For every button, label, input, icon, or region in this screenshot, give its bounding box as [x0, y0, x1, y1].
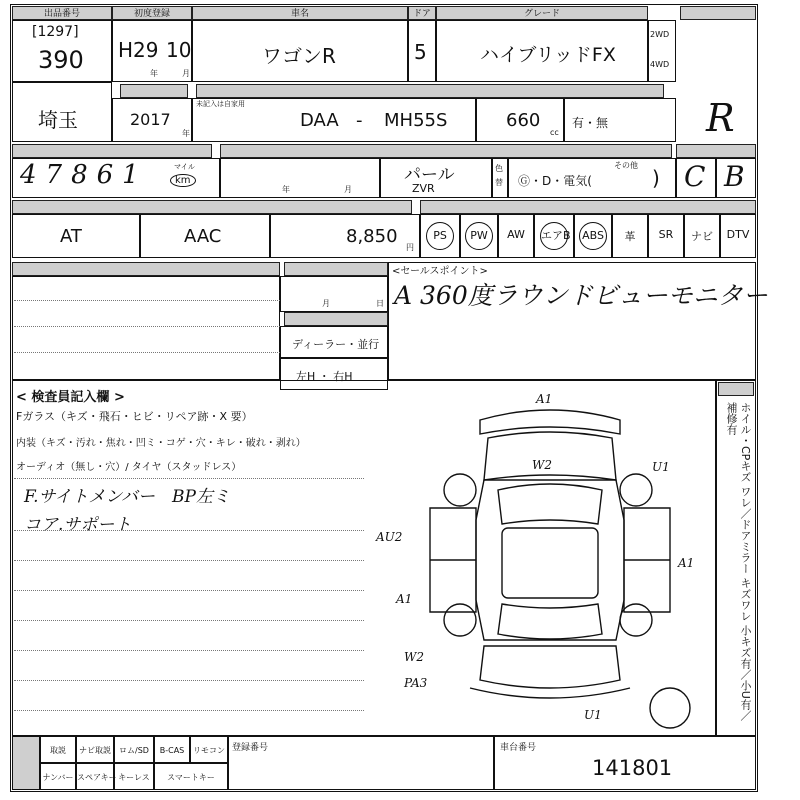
- equip-item: AW: [507, 228, 525, 241]
- diagram-rear-bottom: [470, 688, 630, 698]
- equip-circle: PW: [465, 222, 493, 250]
- dealer: ディーラー・並行: [292, 338, 380, 351]
- diagram-wheel-rr: [620, 604, 652, 636]
- equip-item: [422, 222, 458, 250]
- reg-month: 10: [166, 38, 192, 62]
- diagram-spare-circle: [650, 688, 690, 728]
- grade-label: グレード: [436, 6, 648, 20]
- mile-label: マイル: [174, 163, 195, 171]
- note-small: 未記入は自家用: [196, 100, 245, 108]
- mileage: 47861: [20, 160, 148, 190]
- date-year-unit: 年: [282, 185, 290, 194]
- blank-label-1: [680, 6, 756, 20]
- score-int: C: [684, 160, 706, 193]
- option: 有・無: [572, 116, 609, 130]
- grade: ハイブリッドFX: [480, 44, 616, 66]
- reg-month-unit: 月: [182, 69, 190, 78]
- diagram-mark: A1: [536, 392, 553, 406]
- car-name: ワゴンR: [262, 44, 336, 68]
- fuel-close: ): [652, 166, 660, 190]
- rating-hand: R: [706, 96, 735, 140]
- diagram-mark: U1: [652, 460, 670, 474]
- diagram-body: [476, 480, 624, 640]
- footer-item: ロム/SD: [114, 736, 154, 763]
- diagram-roof: [502, 528, 598, 598]
- lot-sub: [1297]: [32, 24, 79, 40]
- inspector-note-2: コア.サポート: [24, 515, 132, 535]
- reg-era: H29: [118, 38, 159, 62]
- color-code: ZVR: [412, 182, 435, 195]
- footer-item: ナンバー: [40, 763, 76, 790]
- diagram-front-bumper: [480, 410, 620, 434]
- dotline-10: [14, 680, 364, 681]
- region: 埼玉: [38, 108, 78, 132]
- frame-number: 141801: [592, 756, 673, 780]
- equip-item: ナビ: [691, 230, 713, 243]
- footer-item: リモコン: [190, 736, 228, 763]
- dotline-2: [14, 326, 280, 327]
- transmission: AT: [60, 226, 82, 247]
- diagram-wheel-fl: [444, 474, 476, 506]
- blank-label-11: [284, 312, 388, 326]
- date-month-unit: 月: [344, 185, 352, 194]
- date-box: [280, 276, 388, 312]
- dotline-4: [14, 478, 364, 479]
- lot-number: 390: [38, 46, 84, 74]
- car-name-label: 車名: [192, 6, 408, 20]
- dotline-1: [14, 300, 280, 301]
- price: 8,850: [346, 226, 398, 247]
- drive-4wd: 4WD: [650, 60, 670, 69]
- blank-label-7: [12, 200, 412, 214]
- model-dash: -: [356, 110, 363, 131]
- yen-unit: 円: [406, 243, 414, 252]
- doors: 5: [414, 40, 427, 64]
- handle: 左H ・ 右H: [296, 370, 353, 383]
- diagram-mark: W2: [532, 458, 552, 472]
- door-label: ドア: [408, 6, 436, 20]
- car-diagram: [380, 390, 720, 735]
- other-label: その他: [614, 161, 638, 170]
- sales-point-label: <セールスポイント>: [392, 266, 488, 277]
- footer-item: ナビ取説: [76, 736, 114, 763]
- drive-2wd: 2WD: [650, 30, 670, 39]
- box-month-unit: 月: [322, 299, 330, 308]
- side-note: ホイル・CPキズ ワレ／ドアミラー キズワレ 小キズ有／小U有／補修有: [725, 402, 752, 721]
- model-prefix: DAA: [300, 110, 339, 131]
- km-text: km: [175, 175, 191, 186]
- displacement: 660: [506, 110, 541, 131]
- equip-item: [536, 222, 572, 250]
- fglass-line: Fガラス（キズ・飛石・ヒビ・リペア跡・X 要）: [16, 410, 253, 423]
- dotline-11: [14, 710, 364, 711]
- frame-label: 車台番号: [500, 743, 537, 753]
- footer-item: スマートキー: [154, 763, 228, 790]
- diagram-windshield: [498, 484, 602, 524]
- cc-unit: cc: [550, 128, 559, 137]
- score-ext: B: [724, 160, 745, 193]
- dotline-6: [14, 560, 364, 561]
- footer-item: スペアキー: [76, 763, 114, 790]
- equip-circle: PS: [426, 222, 454, 250]
- diagram-wheel-rl: [444, 604, 476, 636]
- dotline-8: [14, 620, 364, 621]
- blank-label-3: [196, 84, 664, 98]
- audio-line: オーディオ（無し・穴）/ タイヤ（スタッドレス）: [16, 462, 242, 473]
- reg-year-unit: 年: [150, 69, 158, 78]
- color: パール: [404, 165, 455, 185]
- footer-item: B-CAS: [154, 736, 190, 763]
- blank-label-4: [12, 144, 212, 158]
- dotline-3: [14, 352, 280, 353]
- middle-left-cell: [12, 276, 280, 380]
- diagram-rear-bumper: [480, 646, 620, 688]
- equip-item: 革: [624, 230, 636, 243]
- equip-circle: ABS: [579, 222, 607, 250]
- diagram-mark: AU2: [376, 530, 403, 544]
- equip-item: SR: [658, 228, 674, 241]
- diagram-mark: W2: [404, 650, 424, 664]
- dotline-9: [14, 650, 364, 651]
- date-cell: [220, 158, 380, 198]
- first-reg-label: 初度登録: [112, 6, 192, 20]
- diagram-wheel-fr: [620, 474, 652, 506]
- equip-item: [462, 222, 496, 250]
- color-side: 色替: [495, 164, 503, 187]
- inspector-title: < 検査員記入欄 >: [16, 390, 125, 405]
- lot-label: 出品番号: [12, 6, 112, 20]
- dotline-7: [14, 590, 364, 591]
- blank-label-9: [12, 262, 280, 276]
- equip-item: DTV: [726, 228, 750, 241]
- aircon: AAC: [184, 226, 222, 247]
- footer-icon-col: [12, 736, 40, 790]
- footer-item: 取説: [40, 736, 76, 763]
- km-label: [170, 174, 196, 187]
- diagram-mark: A1: [396, 592, 413, 606]
- blank-label-2: [120, 84, 188, 98]
- fuel: Ⓖ・D・電気(: [518, 174, 592, 188]
- diagram-rear-window: [498, 604, 602, 639]
- model: MH55S: [384, 110, 448, 131]
- footer-item: キーレス: [114, 763, 154, 790]
- year-unit: 年: [182, 129, 190, 138]
- reg-no-label: 登録番号: [232, 743, 269, 753]
- side-note-header: [718, 382, 754, 396]
- reg-no-cell: [228, 736, 494, 790]
- diagram-hood: [484, 432, 616, 480]
- diagram-mark: U1: [584, 708, 602, 722]
- sales-point: A 360度ラウンドビューモニター: [394, 281, 768, 310]
- blank-label-6: [676, 144, 756, 158]
- blank-label-8: [420, 200, 756, 214]
- box-day-unit: 日: [376, 299, 384, 308]
- blank-label-5: [220, 144, 672, 158]
- diagram-mark: A1: [678, 556, 695, 570]
- diagram-mark: PA3: [404, 676, 428, 690]
- equip-circle: エアB: [540, 222, 568, 250]
- year: 2017: [130, 110, 171, 129]
- interior-line: 内装（キズ・汚れ・焦れ・凹ミ・コゲ・穴・キレ・破れ・剥れ）: [16, 438, 306, 449]
- equip-item: [576, 222, 610, 250]
- blank-label-10: [284, 262, 388, 276]
- inspector-note-1: F.サイトメンバー BP左ミ: [24, 487, 230, 507]
- dotline-5: [14, 530, 364, 531]
